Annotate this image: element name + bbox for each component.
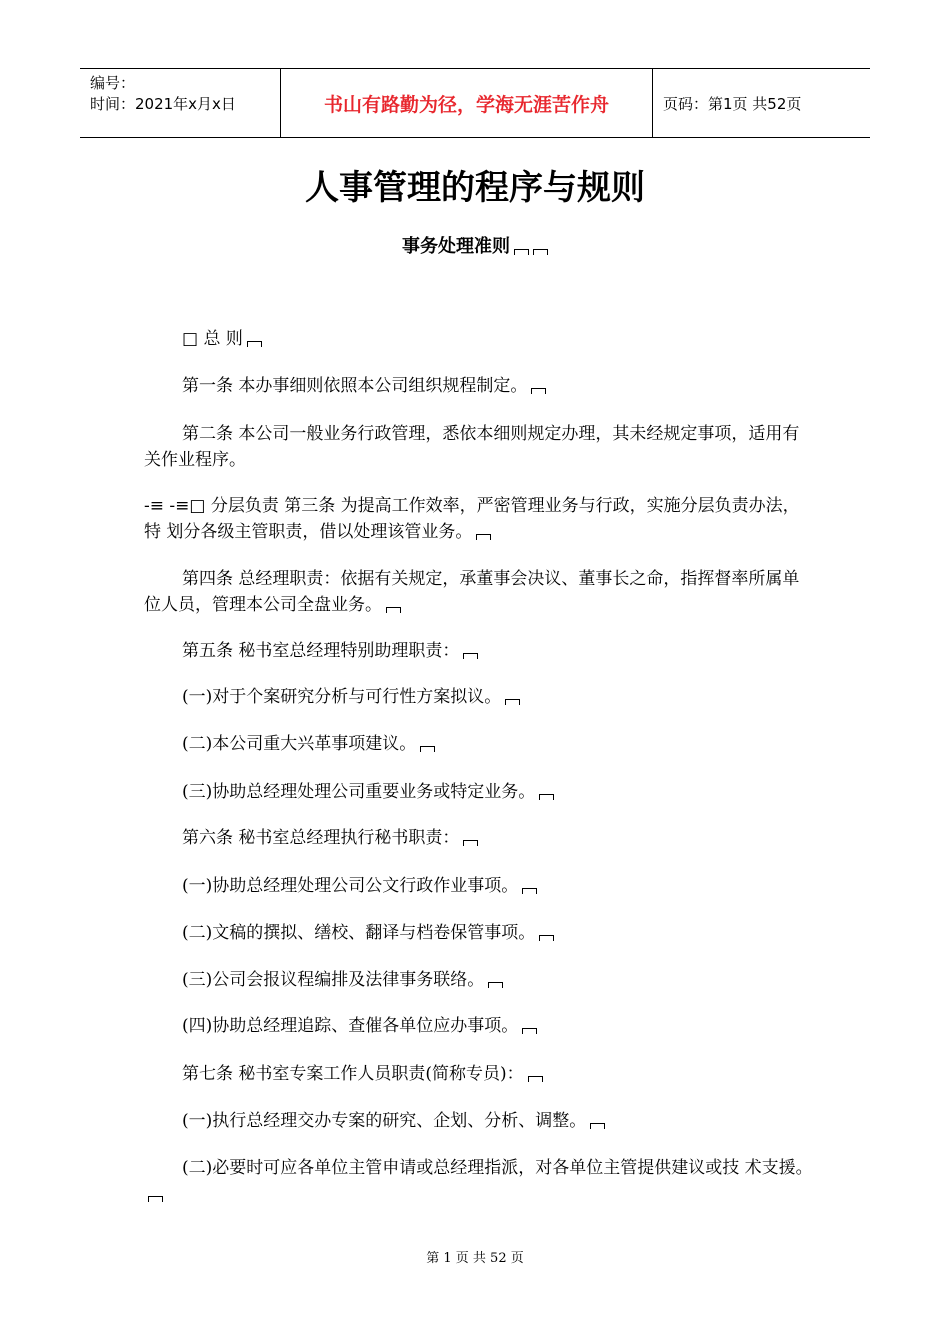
list-item [144, 1155, 816, 1207]
paragraph-mark-icon [522, 888, 537, 894]
header-table [80, 68, 870, 138]
paragraph-mark-icon [488, 982, 503, 988]
list-item [144, 920, 816, 946]
document-time-label: 时间：2021年x月x日 [90, 95, 236, 113]
paragraph-mark-icon [531, 388, 546, 394]
list-item [144, 1013, 816, 1039]
paragraph-text: -≡ -≡□ 分层负责 第三条 为提高工作效率，严密管理业务与行政，实施分层负责办法，特 划分各级主管职责，借以处理该管业务。 [144, 496, 800, 542]
list-item [144, 779, 816, 805]
paragraph-text: 第五条 秘书室总经理特别助理职责： [182, 641, 460, 661]
paragraph-text: 第二条 本公司一般业务行政管理，悉依本细则规定办理，其未经规定事项，适用有关作业程序。 [144, 424, 800, 470]
header-page-info: 页码：第1页 共52页 [663, 94, 802, 113]
paragraph-text: □ 总 则 [182, 329, 243, 349]
list-item [144, 731, 816, 757]
paragraph-mark-icon [463, 653, 478, 659]
paragraph-text: (三)公司会报议程编排及法律事务联络。 [182, 970, 485, 990]
paragraph-text: (一)对于个案研究分析与可行性方案拟议。 [182, 687, 502, 707]
paragraph-mark-icon [590, 1123, 605, 1129]
document-subtitle [0, 232, 950, 258]
paragraph-mark-icon [148, 1196, 163, 1202]
paragraph-mark-icon [539, 935, 554, 941]
article-paragraph [144, 421, 816, 473]
paragraph-mark-icon [476, 534, 491, 540]
paragraph-mark-icon [533, 249, 548, 255]
page-footer: 第 1 页 共 52 页 [426, 1251, 524, 1266]
paragraph-text: 第七条 秘书室专案工作人员职责(简称专员)： [182, 1064, 524, 1084]
paragraph-mark-icon [514, 249, 529, 255]
list-item [144, 967, 816, 993]
paragraph-text: (一)执行总经理交办专案的研究、企划、分析、调整。 [182, 1111, 587, 1131]
paragraph-text: (二)必要时可应各单位主管申请或总经理指派，对各单位主管提供建议或技 术支援。 [182, 1158, 813, 1178]
paragraph-mark-icon [420, 746, 435, 752]
document-number-label: 编号： [90, 74, 136, 92]
header-meta [80, 69, 280, 137]
header-motto: 书山有路勤为径，学海无涯苦作舟 [280, 69, 653, 137]
article-paragraph [144, 566, 816, 618]
article-paragraph [144, 493, 816, 545]
paragraph-text: (一)协助总经理处理公司公文行政作业事项。 [182, 876, 519, 896]
paragraph-mark-icon [505, 699, 520, 705]
list-item [144, 873, 816, 899]
paragraph-mark-icon [539, 794, 554, 800]
paragraph-text: 第六条 秘书室总经理执行秘书职责： [182, 828, 460, 848]
paragraph-text: (二)文稿的撰拟、缮校、翻译与档卷保管事项。 [182, 923, 536, 943]
section-heading [144, 326, 816, 352]
paragraph-text: 第四条 总经理职责：依据有关规定，承董事会决议、董事长之命，指挥督率所属单位人员，管理本公司全盘业务。 [144, 569, 800, 615]
paragraph-mark-icon [522, 1028, 537, 1034]
paragraph-text: (二)本公司重大兴革事项建议。 [182, 734, 417, 754]
list-item [144, 1108, 816, 1134]
paragraph-text: 第一条 本办事细则依照本公司组织规程制定。 [182, 376, 528, 396]
article-paragraph [144, 1061, 816, 1087]
paragraph-mark-icon [247, 341, 262, 347]
article-paragraph [144, 638, 816, 664]
list-item [144, 684, 816, 710]
paragraph-mark-icon [386, 607, 401, 613]
article-paragraph [144, 373, 816, 399]
paragraph-text: (三)协助总经理处理公司重要业务或特定业务。 [182, 782, 536, 802]
paragraph-mark-icon [463, 840, 478, 846]
paragraph-mark-icon [528, 1076, 543, 1082]
paragraph-text: (四)协助总经理追踪、查催各单位应办事项。 [182, 1016, 519, 1036]
document-subtitle-text: 事务处理准则 [402, 236, 510, 257]
document-title: 人事管理的程序与规则 [305, 168, 645, 208]
article-paragraph [144, 825, 816, 851]
